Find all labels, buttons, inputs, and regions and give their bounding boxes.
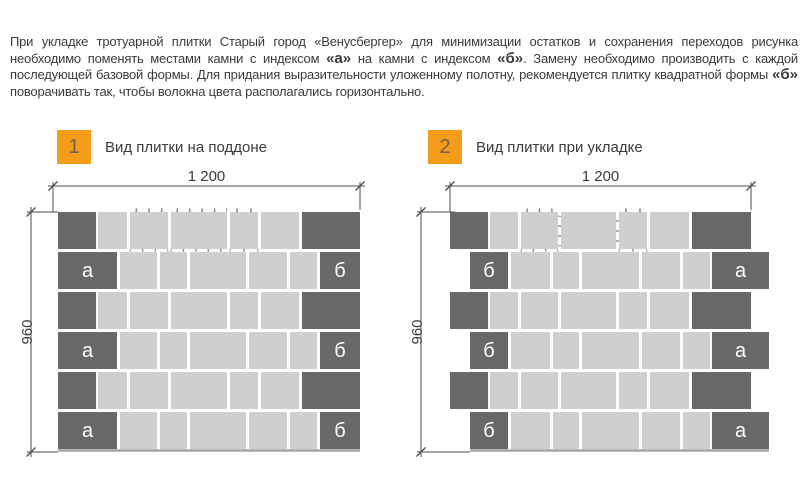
- width-dimension-label: 1 200: [581, 168, 620, 185]
- tile-light: [490, 292, 518, 329]
- tile-letter: б: [334, 419, 346, 442]
- tile-light: [650, 372, 689, 409]
- section-2-title: Вид плитки при укладке: [476, 138, 643, 156]
- tile-light: [261, 292, 299, 329]
- tile-light: [619, 212, 647, 249]
- tile-dark: [302, 292, 360, 329]
- tile-light: [171, 212, 227, 249]
- tile-light: [230, 372, 258, 409]
- tile-light: [521, 372, 558, 409]
- tile-light: [642, 332, 680, 369]
- tile-letter: б: [483, 259, 495, 282]
- tile-light: [230, 212, 258, 249]
- tile-light: [650, 292, 689, 329]
- tile-light: [98, 212, 127, 249]
- tile-letter: а: [81, 339, 94, 362]
- tile-light: [130, 292, 168, 329]
- tile-index-a: [712, 252, 769, 289]
- tile-light: [290, 412, 317, 449]
- tile-light: [490, 372, 518, 409]
- tile-light: [490, 212, 518, 249]
- tile-light: [120, 412, 157, 449]
- tile-light: [160, 412, 187, 449]
- tile-light: [98, 372, 127, 409]
- tile-light: [683, 412, 710, 449]
- tile-light: [290, 252, 317, 289]
- tile-letter: а: [734, 339, 747, 362]
- tile-light: [171, 292, 227, 329]
- tile-index-b: [470, 252, 508, 289]
- section-1-number: 1: [68, 135, 80, 158]
- tile-light: [553, 252, 579, 289]
- tile-light: [511, 412, 550, 449]
- tile-index-b: [470, 412, 508, 449]
- tile-letter: б: [334, 259, 346, 282]
- tile-light: [582, 412, 639, 449]
- tile-light: [98, 292, 127, 329]
- tile-dark: [302, 212, 360, 249]
- intro-text-3: . Замену необходимо производить с каждой последующей базовой формы. Для придания выразительности уложенному полотну, рекомендуется плитку квадратной формы: [10, 50, 798, 83]
- tile-light: [553, 332, 579, 369]
- tile-letter: а: [734, 419, 747, 442]
- tile-light: [553, 412, 579, 449]
- tile-light: [249, 252, 287, 289]
- tile-light: [642, 412, 680, 449]
- tile-light: [120, 252, 157, 289]
- tile-index-b: [470, 332, 508, 369]
- tile-letter: а: [81, 419, 94, 442]
- tile-light: [521, 292, 558, 329]
- tile-light: [561, 292, 616, 329]
- index-b-highlight: «б»: [497, 49, 524, 67]
- tile-index-a: [712, 412, 769, 449]
- tile-light: [582, 252, 639, 289]
- tile-light: [511, 252, 550, 289]
- tile-dark: [692, 212, 751, 249]
- tile-dark: [58, 292, 96, 329]
- tile-light: [683, 332, 710, 369]
- tile-light: [190, 252, 246, 289]
- tile-index-b: [320, 252, 360, 289]
- tile-light: [683, 252, 710, 289]
- tile-light: [561, 212, 616, 249]
- tile-index-a: [712, 332, 769, 369]
- tile-letter: а: [81, 259, 94, 282]
- tile-light: [190, 412, 246, 449]
- height-dimension-label: 960: [409, 319, 426, 345]
- tile-light: [249, 332, 287, 369]
- index-a-highlight: «а»: [326, 49, 352, 67]
- tile-dark: [692, 292, 751, 329]
- intro-text-1: При укладке тротуарной плитки Старый город «Венусбергер» для минимизации остатков и сохранения переходов рисунка необходимо поменять местами камни с индексом: [10, 34, 798, 66]
- tile-dark: [58, 212, 96, 249]
- tile-dark: [58, 372, 96, 409]
- tile-light: [619, 292, 647, 329]
- tile-light: [561, 372, 616, 409]
- tile-letter: б: [483, 419, 495, 442]
- tile-light: [160, 332, 187, 369]
- tile-light: [582, 332, 639, 369]
- tile-dark: [302, 372, 360, 409]
- tile-dark: [692, 372, 751, 409]
- tile-light: [190, 332, 246, 369]
- tile-light: [521, 212, 558, 249]
- intro-text-4: поворачивать так, чтобы волокна цвета располагались горизонтально.: [10, 83, 425, 99]
- height-dimension-label: 960: [19, 319, 36, 345]
- tile-letter: б: [483, 339, 495, 362]
- tile-light: [130, 372, 168, 409]
- tile-letter: а: [734, 259, 747, 282]
- tile-light: [261, 212, 299, 249]
- width-dimension-label: 1 200: [187, 168, 226, 185]
- tile-index-b: [320, 332, 360, 369]
- intro-text-2: на камни с индексом: [351, 50, 498, 66]
- tile-light: [642, 252, 680, 289]
- tile-light: [230, 292, 258, 329]
- tile-light: [160, 252, 187, 289]
- section-1-title: Вид плитки на поддоне: [105, 138, 267, 156]
- tile-index-a: [58, 412, 117, 449]
- tile-light: [130, 212, 168, 249]
- tile-dark: [450, 372, 488, 409]
- index-b-highlight-2: «б»: [772, 66, 798, 84]
- tile-dark: [450, 292, 488, 329]
- tile-dark: [450, 212, 488, 249]
- section-2-number: 2: [439, 135, 451, 158]
- tile-light: [511, 332, 550, 369]
- tile-light: [120, 332, 157, 369]
- tile-index-b: [320, 412, 360, 449]
- tile-light: [290, 332, 317, 369]
- tile-light: [619, 372, 647, 409]
- tile-index-a: [58, 332, 117, 369]
- tile-light: [249, 412, 287, 449]
- tile-light: [261, 372, 299, 409]
- tile-index-a: [58, 252, 117, 289]
- tile-light: [171, 372, 227, 409]
- tile-letter: б: [334, 339, 346, 362]
- tile-light: [650, 212, 689, 249]
